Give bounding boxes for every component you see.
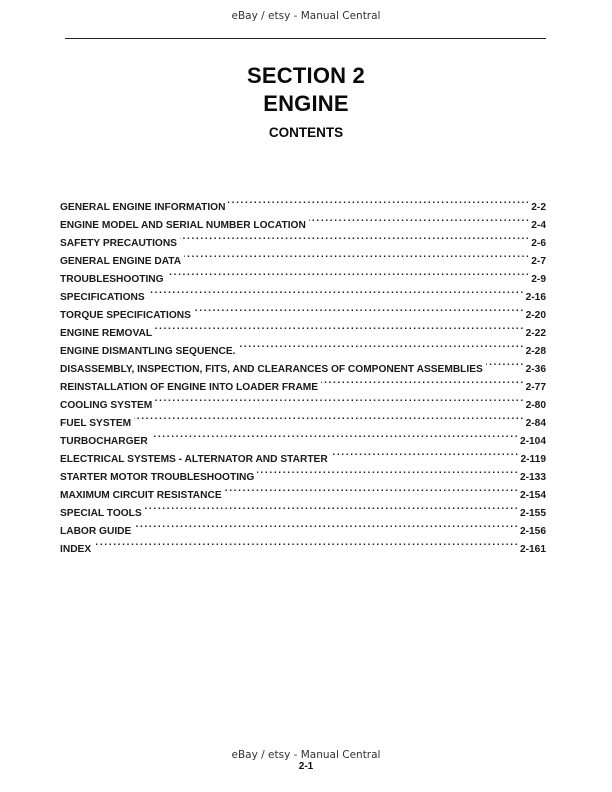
dot-leader	[151, 426, 517, 444]
toc-entry-page: 2-119	[520, 454, 546, 465]
toc-entry-page: 2-20	[525, 310, 546, 321]
toc-entry-page: 2-155	[519, 508, 546, 519]
toc-entry-title: TROUBLESHOOTING	[60, 274, 164, 285]
dot-leader	[321, 372, 523, 390]
toc-entry-page: 2-84	[525, 418, 546, 429]
dot-leader	[155, 390, 522, 408]
dot-leader	[238, 336, 522, 354]
dot-leader	[167, 264, 529, 282]
toc-entry-title: TURBOCHARGER	[60, 436, 148, 447]
toc-entry-page: 2-77	[525, 382, 546, 393]
toc-entry-title: MAXIMUM CIRCUIT RESISTANCE	[60, 490, 222, 501]
toc-entry-title: INDEX	[60, 544, 92, 555]
dot-leader	[228, 192, 528, 210]
toc-entry-page: 2-36	[525, 364, 546, 375]
section-name: ENGINE	[263, 91, 349, 116]
dot-leader	[257, 462, 517, 480]
toc-entry-page: 2-28	[525, 346, 546, 357]
toc-entry-page: 2-161	[519, 544, 546, 555]
toc-entry-title: ELECTRICAL SYSTEMS - ALTERNATOR AND STARTER	[60, 454, 328, 465]
toc-entry-title: COOLING SYSTEM	[60, 400, 153, 411]
toc-entry-title: ENGINE REMOVAL	[60, 328, 153, 339]
toc-entry-page: 2-22	[525, 328, 546, 339]
toc-entry-page: 2-9	[531, 274, 546, 285]
toc-entry-title: STARTER MOTOR TROUBLESHOOTING	[60, 472, 255, 483]
toc-entry-page: 2-4	[531, 220, 546, 231]
dot-leader	[194, 300, 523, 318]
dot-leader	[486, 354, 523, 372]
dot-leader	[180, 228, 528, 246]
toc-entry-page: 2-7	[531, 256, 546, 267]
dot-leader	[94, 534, 517, 552]
toc-entry-page: 2-80	[525, 400, 546, 411]
dot-leader	[134, 408, 522, 426]
dot-leader	[134, 516, 517, 534]
toc-entry-title: TORQUE SPECIFICATIONS	[60, 310, 191, 321]
page-footer	[0, 749, 612, 772]
running-header: eBay / etsy - Manual Central	[231, 10, 381, 22]
dot-leader	[148, 282, 523, 300]
toc-entry-title: SAFETY PRECAUTIONS	[60, 238, 177, 249]
toc-entry-title: DISASSEMBLY, INSPECTION, FITS, AND CLEARANCES OF COMPONENT ASSEMBLIES	[60, 364, 483, 375]
toc-entry-title: LABOR GUIDE	[60, 526, 132, 537]
running-footer: eBay / etsy - Manual Central	[231, 749, 381, 761]
page-number: 2-1	[298, 761, 314, 772]
toc-entry-title: FUEL SYSTEM	[60, 418, 132, 429]
dot-leader	[225, 480, 517, 498]
toc-entry-title: ENGINE MODEL AND SERIAL NUMBER LOCATION	[60, 220, 306, 231]
toc-entry-general-engine-information[interactable]	[60, 192, 546, 213]
toc-entry-title: GENERAL ENGINE DATA	[60, 256, 182, 267]
toc-entry-page: 2-2	[531, 202, 546, 213]
toc-entry-title: REINSTALLATION OF ENGINE INTO LOADER FRAME	[60, 382, 319, 393]
section-number: SECTION 2	[247, 63, 365, 88]
toc-entry-title: SPECIAL TOOLS	[60, 508, 142, 519]
toc-entry-page: 2-6	[531, 238, 546, 249]
title-block	[0, 62, 612, 142]
toc-entry-page: 2-133	[519, 472, 546, 483]
table-of-contents	[60, 192, 546, 555]
dot-leader	[145, 498, 517, 516]
dot-leader	[184, 246, 528, 264]
toc-entry-title: SPECIFICATIONS	[60, 292, 145, 303]
toc-entry-page: 2-154	[519, 490, 546, 501]
toc-entry-title: GENERAL ENGINE INFORMATION	[60, 202, 226, 213]
toc-entry-page: 2-104	[519, 436, 546, 447]
toc-entry-page: 2-16	[525, 292, 546, 303]
dot-leader	[155, 318, 523, 336]
toc-entry-title: ENGINE DISMANTLING SEQUENCE.	[60, 346, 236, 357]
dot-leader	[309, 210, 528, 228]
toc-entry-index[interactable]	[60, 534, 546, 555]
header-divider	[65, 38, 546, 39]
toc-entry-page: 2-156	[519, 526, 546, 537]
contents-heading: CONTENTS	[268, 125, 344, 140]
dot-leader	[331, 444, 518, 462]
